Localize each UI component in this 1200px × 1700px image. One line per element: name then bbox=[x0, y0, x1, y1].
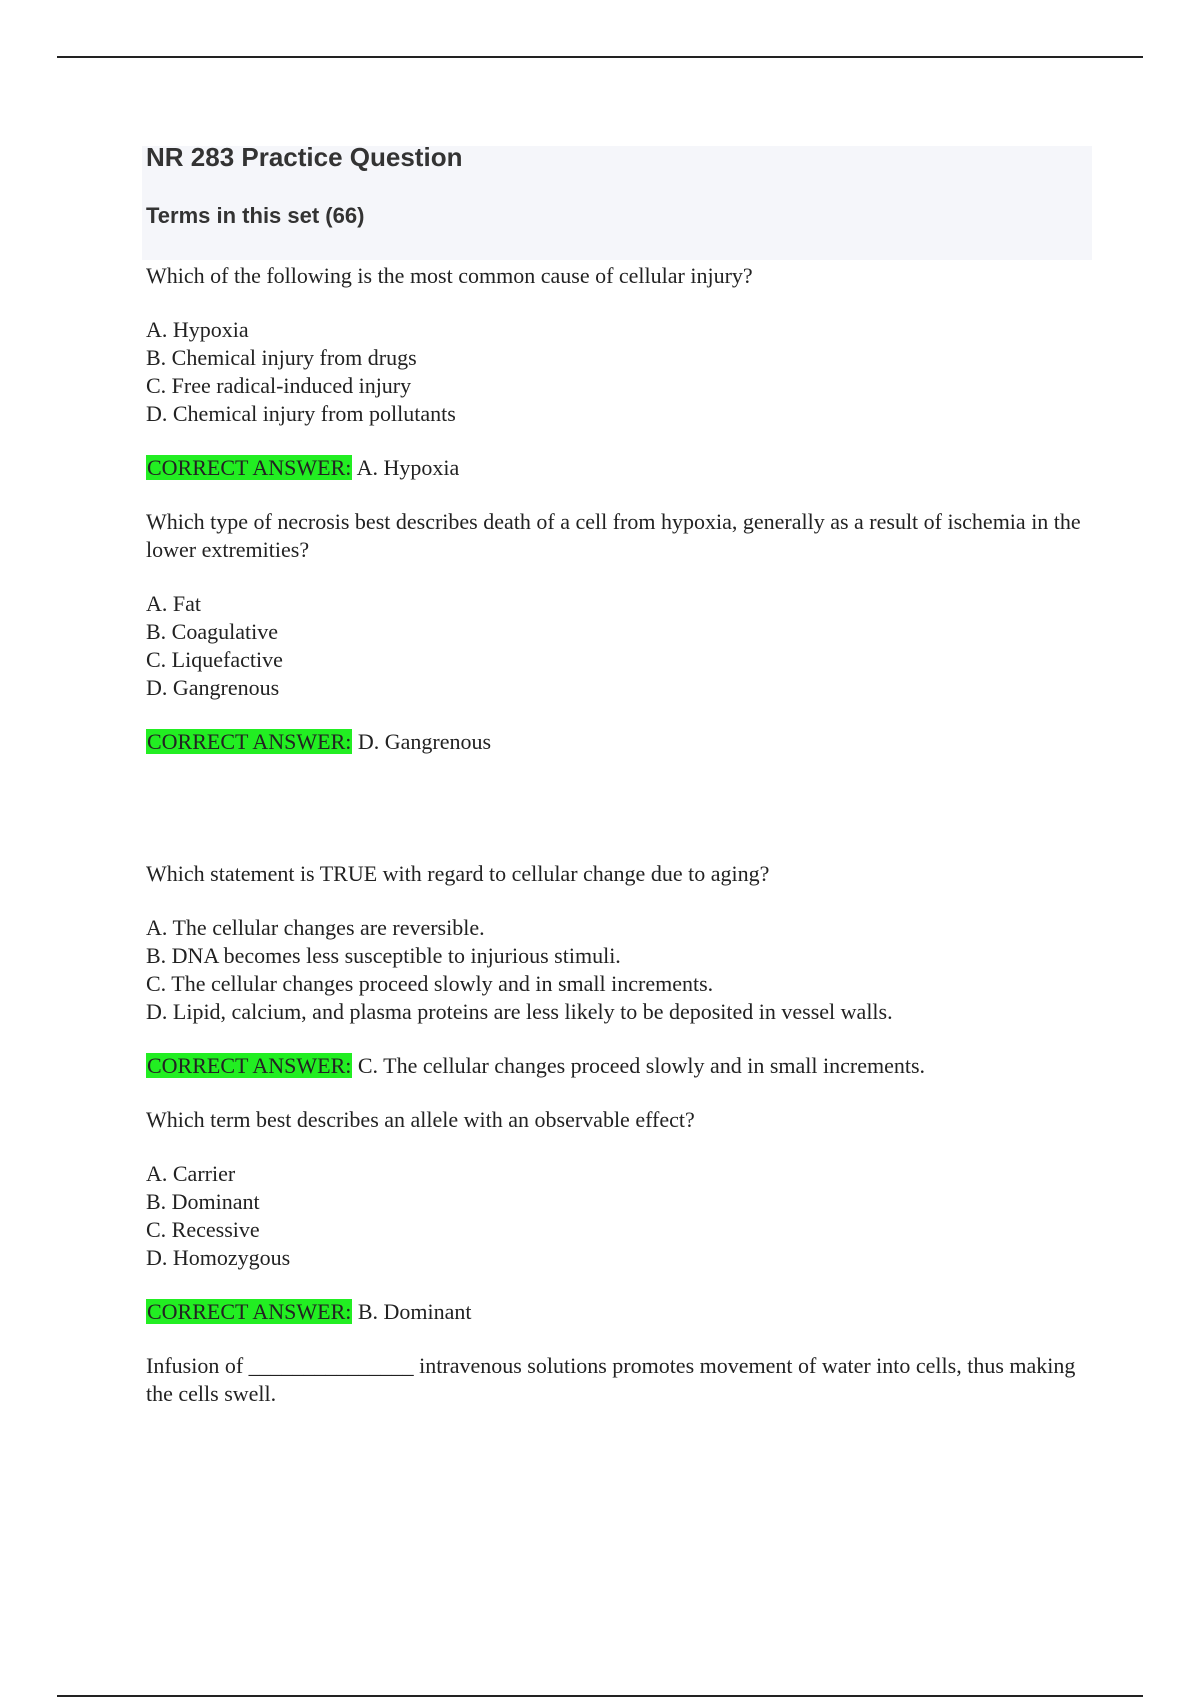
option-b: B. DNA becomes less susceptible to injurious stimuli. bbox=[146, 943, 621, 968]
option-a: A. Hypoxia bbox=[146, 317, 249, 342]
document-title: NR 283 Practice Question bbox=[146, 142, 463, 172]
option-c: C. Liquefactive bbox=[146, 647, 283, 672]
answer-text: A. Hypoxia bbox=[356, 455, 460, 480]
option-d: D. Lipid, calcium, and plasma proteins are less likely to be deposited in vessel walls. bbox=[146, 999, 893, 1024]
question-prompt: Infusion of _______________ intravenous solutions promotes movement of water into cells, thus making the cells swell. bbox=[146, 1353, 1076, 1406]
option-a: A. Fat bbox=[146, 591, 201, 616]
question-prompt: Which term best describes an allele with an observable effect? bbox=[146, 1107, 695, 1132]
answer-line bbox=[146, 454, 1096, 482]
correct-answer-highlight: CORRECT ANSWER: bbox=[147, 1053, 352, 1078]
option-a: A. Carrier bbox=[146, 1161, 236, 1186]
option-b: B. Dominant bbox=[146, 1189, 260, 1214]
answer-text: B. Dominant bbox=[357, 1299, 472, 1324]
correct-answer-highlight: CORRECT ANSWER: bbox=[147, 729, 352, 754]
question-block-4 bbox=[146, 1106, 1096, 1326]
option-b: B. Chemical injury from drugs bbox=[146, 345, 417, 370]
question-prompt: Which of the following is the most common cause of cellular injury? bbox=[146, 263, 753, 288]
answer-text: D. Gangrenous bbox=[357, 729, 492, 754]
answer-text: C. The cellular changes proceed slowly and in small increments. bbox=[357, 1053, 926, 1078]
option-list bbox=[146, 316, 1096, 428]
option-list bbox=[146, 914, 1096, 1026]
top-rule bbox=[57, 56, 1143, 58]
option-list bbox=[146, 590, 1096, 702]
option-a: A. The cellular changes are reversible. bbox=[146, 915, 485, 940]
answer-line bbox=[146, 1298, 1096, 1326]
option-d: D. Gangrenous bbox=[146, 675, 280, 700]
correct-answer-highlight: CORRECT ANSWER: bbox=[147, 455, 352, 480]
answer-line bbox=[146, 728, 1096, 756]
answer-line bbox=[146, 1052, 1096, 1080]
document-subtitle: Terms in this set (66) bbox=[146, 203, 365, 228]
question-block-3 bbox=[146, 860, 1096, 1080]
question-prompt: Which statement is TRUE with regard to cellular change due to aging? bbox=[146, 861, 770, 886]
question-block-5 bbox=[146, 1352, 1096, 1408]
question-block-1 bbox=[146, 262, 1096, 482]
correct-answer-highlight: CORRECT ANSWER: bbox=[147, 1299, 352, 1324]
question-list bbox=[146, 262, 1096, 1434]
option-list bbox=[146, 1160, 1096, 1272]
option-d: D. Chemical injury from pollutants bbox=[146, 401, 456, 426]
option-c: C. Free radical-induced injury bbox=[146, 373, 412, 398]
bottom-rule bbox=[57, 1695, 1143, 1697]
option-c: C. The cellular changes proceed slowly and in small increments. bbox=[146, 971, 714, 996]
option-c: C. Recessive bbox=[146, 1217, 260, 1242]
question-block-2 bbox=[146, 508, 1096, 756]
option-b: B. Coagulative bbox=[146, 619, 278, 644]
question-prompt: Which type of necrosis best describes death of a cell from hypoxia, generally as a result of ischemia in the lower extremities? bbox=[146, 509, 1081, 562]
option-d: D. Homozygous bbox=[146, 1245, 291, 1270]
